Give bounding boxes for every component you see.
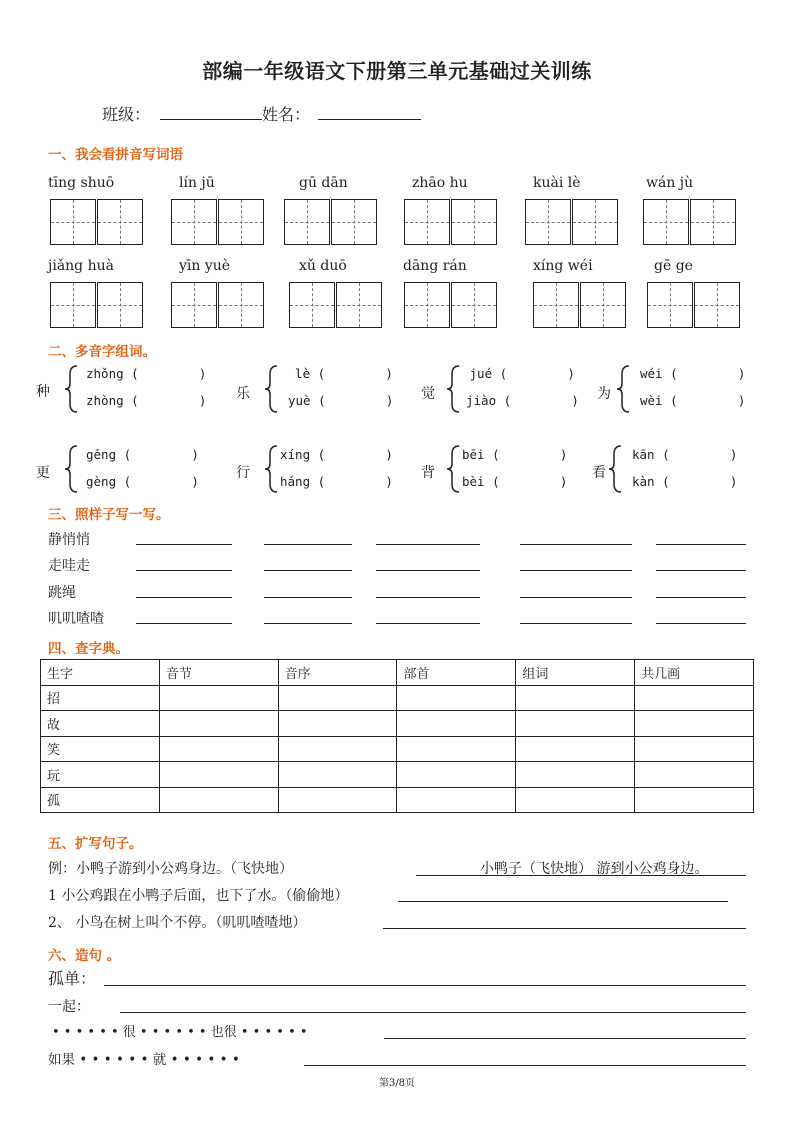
- answer-cell[interactable]: [159, 685, 278, 711]
- answer-cell[interactable]: [278, 736, 397, 762]
- brace-icon: [616, 364, 632, 414]
- answer-line[interactable]: [376, 544, 480, 545]
- section-3-heading: 三、照样子写一写。: [48, 507, 170, 523]
- pinyin: zhāo hu: [412, 175, 468, 191]
- section-4-heading: 四、查字典。: [48, 641, 129, 657]
- example-answer-line: [416, 875, 746, 876]
- answer-line[interactable]: [136, 597, 232, 598]
- brace-icon: [264, 364, 280, 414]
- pinyin: xíng wéi: [533, 258, 593, 274]
- answer-line[interactable]: [136, 544, 232, 545]
- brace-icon: [608, 444, 624, 494]
- answer-cell[interactable]: [516, 762, 635, 788]
- answer-line[interactable]: [383, 928, 746, 929]
- brace-icon: [64, 364, 80, 414]
- pattern-word: 静悄悄: [48, 532, 90, 548]
- writing-box[interactable]: [336, 282, 382, 328]
- answer-line[interactable]: [520, 570, 632, 571]
- answer-line[interactable]: [304, 1065, 746, 1066]
- section-1-heading: 一、我会看拼音写词语: [48, 147, 183, 163]
- char-cell: 笑: [41, 736, 160, 762]
- writing-box[interactable]: [647, 282, 693, 328]
- column-header: 组词: [516, 660, 635, 686]
- writing-box[interactable]: [50, 199, 96, 245]
- example-answer: 小鸭子（飞快地） 游到小公鸡身边。: [480, 861, 709, 877]
- writing-box[interactable]: [218, 282, 264, 328]
- answer-line[interactable]: [264, 597, 352, 598]
- answer-line[interactable]: [520, 623, 632, 624]
- char-cell: 玩: [41, 762, 160, 788]
- answer-cell[interactable]: [278, 762, 397, 788]
- writing-box[interactable]: [218, 199, 264, 245]
- answer-cell[interactable]: [159, 787, 278, 813]
- pinyin: lín jū: [179, 175, 215, 191]
- answer-line[interactable]: [264, 570, 352, 571]
- name-label: 姓名：: [262, 105, 311, 124]
- table-row: [41, 787, 754, 813]
- pinyin: xǔ duō: [299, 258, 347, 274]
- polyphone-reading: jué ( ): [462, 366, 575, 381]
- writing-box[interactable]: [525, 199, 571, 245]
- answer-cell[interactable]: [635, 711, 754, 737]
- pinyin: yīn yuè: [179, 258, 231, 274]
- answer-cell[interactable]: [159, 736, 278, 762]
- writing-box[interactable]: [331, 199, 377, 245]
- pinyin: kuài lè: [533, 175, 581, 191]
- sentence-prompt: 孤单：: [48, 969, 97, 988]
- answer-line[interactable]: [656, 623, 746, 624]
- answer-cell[interactable]: [397, 685, 516, 711]
- pinyin: tīng shuō: [48, 175, 115, 191]
- sentence-prompt: • • • • • • 很 • • • • • • 也很 • • • • • •: [52, 1025, 308, 1040]
- polyphone-reading: lè ( ): [280, 366, 393, 381]
- pinyin: dāng rán: [403, 258, 467, 274]
- answer-line[interactable]: [136, 570, 232, 571]
- writing-box[interactable]: [533, 282, 579, 328]
- pattern-word: 叽叽喳喳: [48, 611, 104, 627]
- polyphone-char: 背: [421, 465, 435, 481]
- section-5-heading: 五、扩写句子。: [48, 836, 143, 852]
- column-header: 部首: [397, 660, 516, 686]
- writing-box[interactable]: [97, 282, 143, 328]
- polyphone-reading: yuè ( ): [288, 393, 394, 408]
- writing-box[interactable]: [171, 199, 217, 245]
- pinyin: gē ge: [654, 258, 693, 274]
- answer-cell[interactable]: [397, 787, 516, 813]
- answer-cell[interactable]: [397, 736, 516, 762]
- dictionary-table: [40, 659, 754, 813]
- column-header: 共几画: [635, 660, 754, 686]
- answer-cell[interactable]: [516, 685, 635, 711]
- pattern-word: 走哇走: [48, 558, 90, 574]
- polyphone-reading: bēi ( ): [462, 447, 568, 462]
- answer-line[interactable]: [136, 623, 232, 624]
- answer-cell[interactable]: [635, 736, 754, 762]
- polyphone-reading: xíng ( ): [280, 447, 393, 462]
- answer-line[interactable]: [376, 570, 480, 571]
- expand-question-1: 1 小公鸡跟在小鸭子后面，也下了水。（偷偷地）: [48, 888, 349, 904]
- class-field[interactable]: [160, 119, 262, 120]
- answer-line[interactable]: [104, 985, 746, 986]
- answer-cell[interactable]: [278, 711, 397, 737]
- answer-cell[interactable]: [159, 711, 278, 737]
- polyphone-char: 种: [36, 384, 50, 400]
- pinyin: jiǎng huà: [48, 258, 114, 274]
- polyphone-char: 更: [36, 465, 50, 481]
- page-title: 部编一年级语文下册第三单元基础过关训练: [202, 59, 592, 83]
- writing-box[interactable]: [580, 282, 626, 328]
- answer-line[interactable]: [376, 623, 480, 624]
- writing-box[interactable]: [572, 199, 618, 245]
- brace-icon: [446, 444, 462, 494]
- writing-box[interactable]: [690, 199, 736, 245]
- answer-cell[interactable]: [516, 736, 635, 762]
- pattern-word: 跳绳: [48, 585, 76, 601]
- answer-line[interactable]: [520, 597, 632, 598]
- answer-line[interactable]: [656, 570, 746, 571]
- answer-line[interactable]: [264, 544, 352, 545]
- answer-line[interactable]: [376, 597, 480, 598]
- section-2-heading: 二、多音字组词。: [48, 344, 156, 360]
- name-field[interactable]: [318, 119, 421, 120]
- char-cell: 故: [41, 711, 160, 737]
- answer-line[interactable]: [656, 544, 746, 545]
- writing-box[interactable]: [404, 282, 450, 328]
- section-6-heading: 六、造句 。: [48, 948, 121, 964]
- char-cell: 孤: [41, 787, 160, 813]
- brace-icon: [264, 444, 280, 494]
- polyphone-reading: zhòng ( ): [86, 393, 207, 408]
- answer-line[interactable]: [520, 544, 632, 545]
- class-label: 班级：: [102, 105, 151, 124]
- answer-cell[interactable]: [635, 762, 754, 788]
- polyphone-reading: wéi ( ): [640, 366, 746, 381]
- sentence-prompt: 如果 • • • • • • 就 • • • • • •: [48, 1052, 240, 1068]
- polyphone-reading: gēng ( ): [86, 447, 199, 462]
- sentence-prompt: 一起：: [48, 999, 90, 1015]
- polyphone-reading: kān ( ): [632, 447, 738, 462]
- polyphone-char: 觉: [421, 386, 435, 402]
- answer-cell[interactable]: [635, 685, 754, 711]
- answer-cell[interactable]: [635, 787, 754, 813]
- writing-box[interactable]: [643, 199, 689, 245]
- table-row: [41, 736, 754, 762]
- answer-cell[interactable]: [516, 787, 635, 813]
- expand-question-2: 2、 小鸟在树上叫个不停。（叽叽喳喳地）: [48, 915, 307, 931]
- answer-line[interactable]: [120, 1012, 746, 1013]
- writing-box[interactable]: [284, 199, 330, 245]
- table-row: [41, 685, 754, 711]
- answer-cell[interactable]: [278, 787, 397, 813]
- polyphone-reading: kàn ( ): [632, 474, 738, 489]
- answer-line[interactable]: [398, 901, 728, 902]
- answer-cell[interactable]: [397, 762, 516, 788]
- pinyin: wán jù: [646, 175, 694, 191]
- writing-box[interactable]: [694, 282, 740, 328]
- writing-box[interactable]: [404, 199, 450, 245]
- answer-line[interactable]: [384, 1038, 746, 1039]
- polyphone-reading: gèng ( ): [86, 474, 199, 489]
- column-header: 音节: [159, 660, 278, 686]
- table-header-row: [41, 660, 754, 686]
- polyphone-char: 为: [597, 386, 611, 402]
- table-row: [41, 711, 754, 737]
- polyphone-reading: wèi ( ): [640, 393, 746, 408]
- writing-box[interactable]: [171, 282, 217, 328]
- answer-line[interactable]: [656, 597, 746, 598]
- answer-cell[interactable]: [278, 685, 397, 711]
- writing-box[interactable]: [97, 199, 143, 245]
- answer-cell[interactable]: [159, 762, 278, 788]
- column-header: 音序: [278, 660, 397, 686]
- polyphone-char: 看: [592, 465, 606, 481]
- polyphone-char: 乐: [236, 386, 250, 402]
- writing-box[interactable]: [289, 282, 335, 328]
- writing-box[interactable]: [451, 282, 497, 328]
- writing-box[interactable]: [50, 282, 96, 328]
- answer-line[interactable]: [264, 623, 352, 624]
- char-cell: 招: [41, 685, 160, 711]
- polyphone-reading: zhǒng ( ): [86, 366, 207, 381]
- writing-box[interactable]: [451, 199, 497, 245]
- polyphone-char: 行: [236, 465, 250, 481]
- pinyin: gū dān: [299, 175, 348, 191]
- table-row: [41, 762, 754, 788]
- brace-icon: [64, 444, 80, 494]
- brace-icon: [446, 364, 462, 414]
- polyphone-reading: háng ( ): [280, 474, 393, 489]
- example-question: 例：小鸭子游到小公鸡身边。（飞快地）: [48, 861, 293, 877]
- polyphone-reading: bèi ( ): [462, 474, 568, 489]
- polyphone-reading: jiào ( ): [466, 393, 579, 408]
- column-header: 生字: [41, 660, 160, 686]
- answer-cell[interactable]: [397, 711, 516, 737]
- answer-cell[interactable]: [516, 711, 635, 737]
- page-number: 第3/8页: [378, 1078, 416, 1089]
